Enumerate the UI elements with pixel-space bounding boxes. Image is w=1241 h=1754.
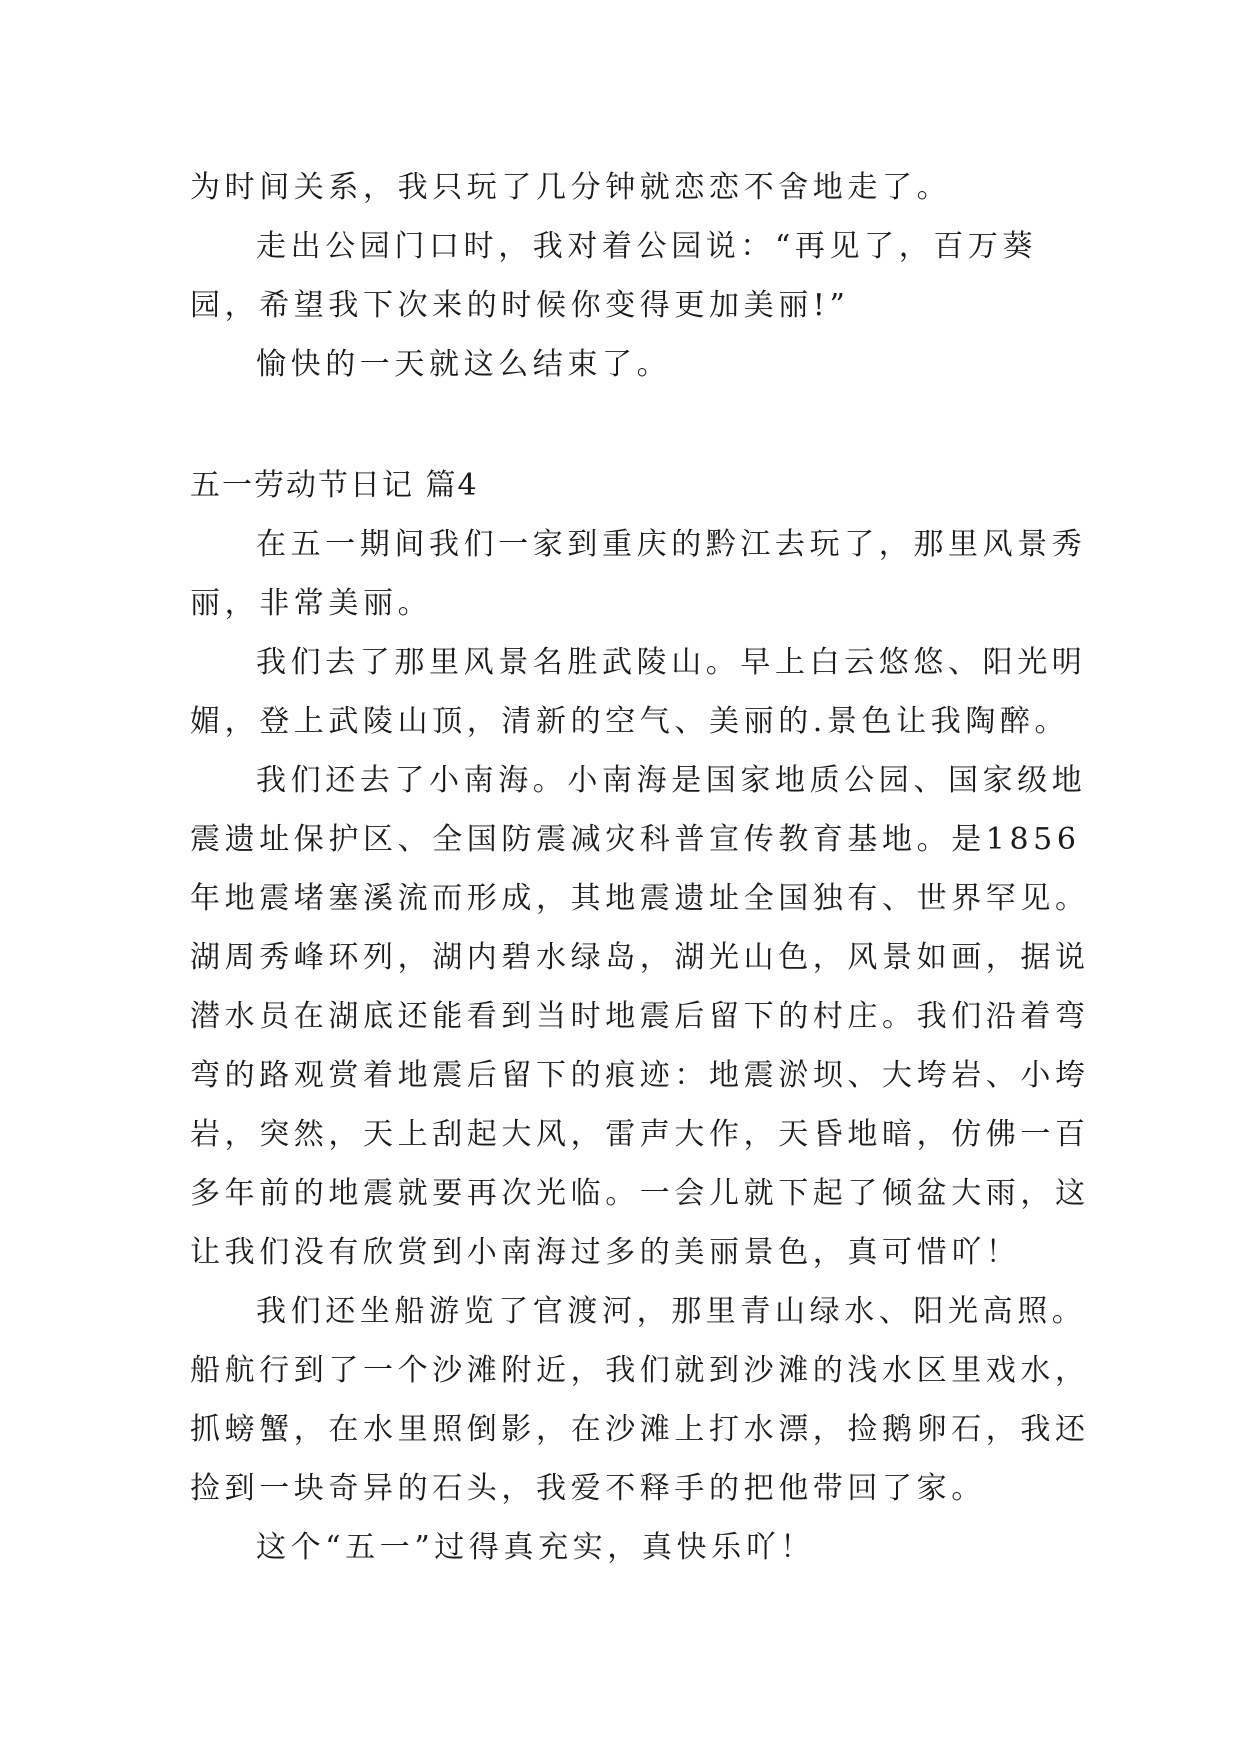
paragraph-line: 震遗址保护区、全国防震减灾科普宣传教育基地。是1856 (190, 822, 1081, 857)
paragraph-line: 船航行到了一个沙滩附近，我们就到沙滩的浅水区里戏水， (190, 1353, 1090, 1388)
paragraph-line: 弯的路观赏着地震后留下的痕迹：地震淤坝、大垮岩、小垮 (190, 1058, 1090, 1093)
paragraph-line: 多年前的地震就要再次光临。一会儿就下起了倾盆大雨，这 (190, 1176, 1090, 1211)
paragraph-line: 在五一期间我们一家到重庆的黔江去玩了，那里风景秀 (256, 527, 1087, 562)
paragraph-line: 潜水员在湖底还能看到当时地震后留下的村庄。我们沿着弯 (190, 999, 1090, 1034)
document-body (190, 158, 1090, 1577)
section-title: 五一劳动节日记 篇4 (190, 468, 479, 503)
paragraph-line: 年地震堵塞溪流而形成，其地震遗址全国独有、世界罕见。 (190, 881, 1090, 916)
paragraph-line: 愉快的一天就这么结束了。 (256, 347, 672, 382)
paragraph-line: 我们还去了小南海。小南海是国家地质公园、国家级地 (256, 763, 1087, 798)
paragraph-line: 这个“五一”过得真充实，真快乐吖！ (256, 1530, 815, 1565)
paragraph-line: 抓螃蟹，在水里照倒影，在沙滩上打水漂，捡鹅卵石，我还 (190, 1412, 1090, 1447)
paragraph-line: 媚，登上武陵山顶，清新的空气、美丽的.景色让我陶醉。 (190, 704, 1070, 739)
paragraph-line: 我们去了那里风景名胜武陵山。早上白云悠悠、阳光明 (256, 645, 1087, 680)
paragraph-line: 让我们没有欣赏到小南海过多的美丽景色，真可惜吖！ (190, 1235, 1021, 1270)
paragraph-line: 岩，突然，天上刮起大风，雷声大作，天昏地暗，仿佛一百 (190, 1117, 1090, 1152)
paragraph-line: 园，希望我下次来的时候你变得更加美丽!” (190, 288, 850, 323)
paragraph-line: 丽，非常美丽。 (190, 586, 433, 621)
paragraph-line: 我们还坐船游览了官渡河，那里青山绿水、阳光高照。 (256, 1294, 1087, 1329)
paragraph-line: 为时间关系，我只玩了几分钟就恋恋不舍地走了。 (190, 170, 952, 205)
paragraph-line: 走出公园门口时，我对着公园说：“再见了，百万葵 (256, 229, 1038, 264)
paragraph-line: 湖周秀峰环列，湖内碧水绿岛，湖光山色，风景如画，据说 (190, 940, 1090, 975)
paragraph-line: 捡到一块奇异的石头，我爱不释手的把他带回了家。 (190, 1471, 986, 1506)
